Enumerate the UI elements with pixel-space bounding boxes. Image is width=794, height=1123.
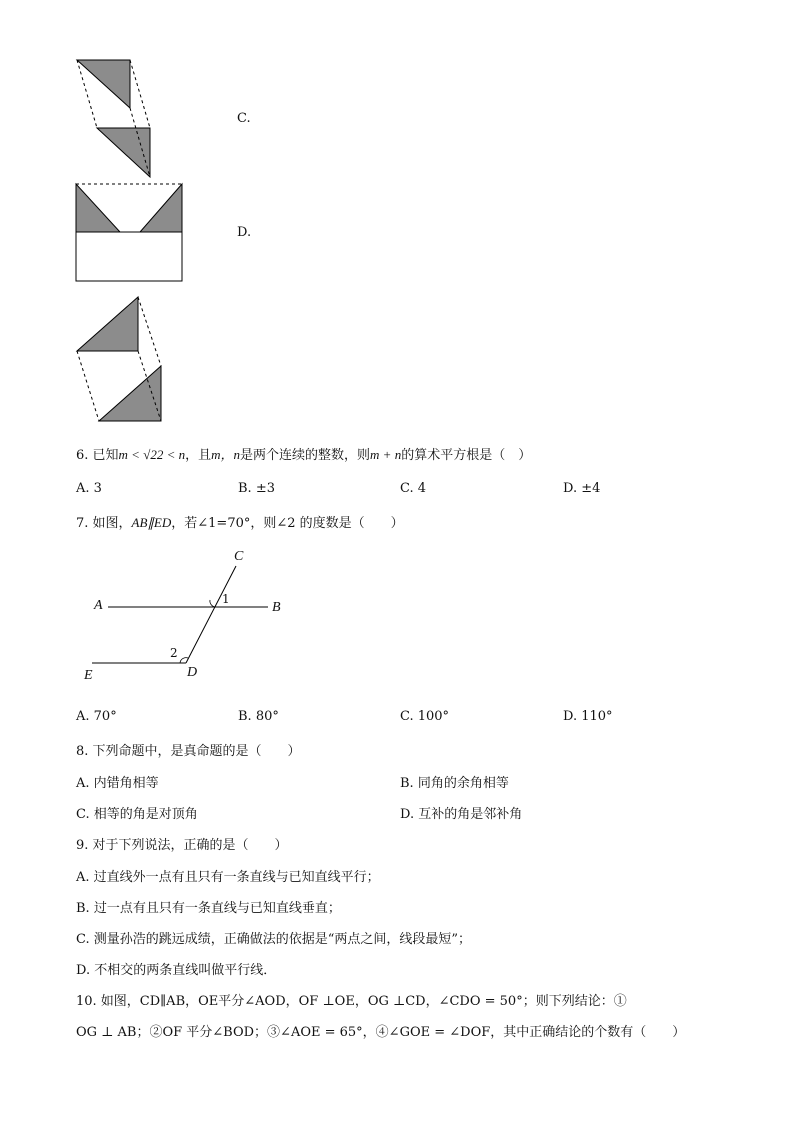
q9-option-a: A. 过直线外一点有且只有一条直线与已知直线平行；	[76, 870, 380, 885]
label-c: C	[234, 549, 244, 564]
q8-option-c: C. 相等的角是对顶角	[76, 807, 198, 822]
q9-option-b: B. 过一点有且只有一条直线与已知直线垂直；	[76, 901, 341, 916]
question-10-line-1: 10. 如图，CD∥AB，OE平分∠AOD，OF ⊥OE，OG ⊥CD，∠CDO = 50°；则下列结论：①	[76, 994, 627, 1009]
q7-option-a: A. 70°	[76, 709, 117, 724]
q6-option-a: A. 3	[76, 481, 102, 496]
label-d: D	[187, 665, 198, 680]
q9-option-d: D. 不相交的两条直线叫做平行线．	[76, 963, 277, 978]
question-6: 6. 已知m < √22 < n，且m，n是两个连续的整数，则m + n的算术平方根是（ ）	[76, 447, 532, 463]
question-8: 8. 下列命题中，是真命题的是（ ）	[76, 744, 301, 759]
q7-option-c: C. 100°	[400, 709, 450, 724]
figure-c-label: C.	[237, 111, 251, 126]
q8-option-d: D. 互补的角是邻补角	[400, 807, 523, 822]
q8-option-a: A. 内错角相等	[76, 776, 159, 791]
line-cd	[186, 566, 236, 663]
q7-option-b: B. 80°	[238, 709, 279, 724]
q6-option-b: B. ±3	[238, 481, 275, 496]
label-e: E	[84, 668, 93, 683]
label-b: B	[272, 600, 281, 615]
question-9: 9. 对于下列说法，正确的是（ ）	[76, 838, 288, 853]
question-7: 7. 如图，AB∥ED，若∠1=70°，则∠2 的度数是（ ）	[76, 515, 404, 531]
q6-option-d: D. ±4	[563, 481, 601, 496]
label-angle-1: 1	[222, 592, 230, 606]
label-a: A	[94, 598, 103, 613]
q6-option-c: C. 4	[400, 481, 427, 496]
figure-d-label: D.	[237, 225, 252, 240]
label-angle-2: 2	[170, 646, 178, 660]
question-10-line-2: OG ⊥ AB；②OF 平分∠BOD；③∠AOE = 65°，④∠GOE = ∠DOF，其中正确结论的个数有（ ）	[76, 1025, 686, 1040]
q8-option-b: B. 同角的余角相等	[400, 776, 509, 791]
q7-option-d: D. 110°	[563, 709, 613, 724]
q9-option-c: C. 测量孙浩的跳远成绩，正确做法的依据是“两点之间，线段最短”；	[76, 932, 472, 947]
